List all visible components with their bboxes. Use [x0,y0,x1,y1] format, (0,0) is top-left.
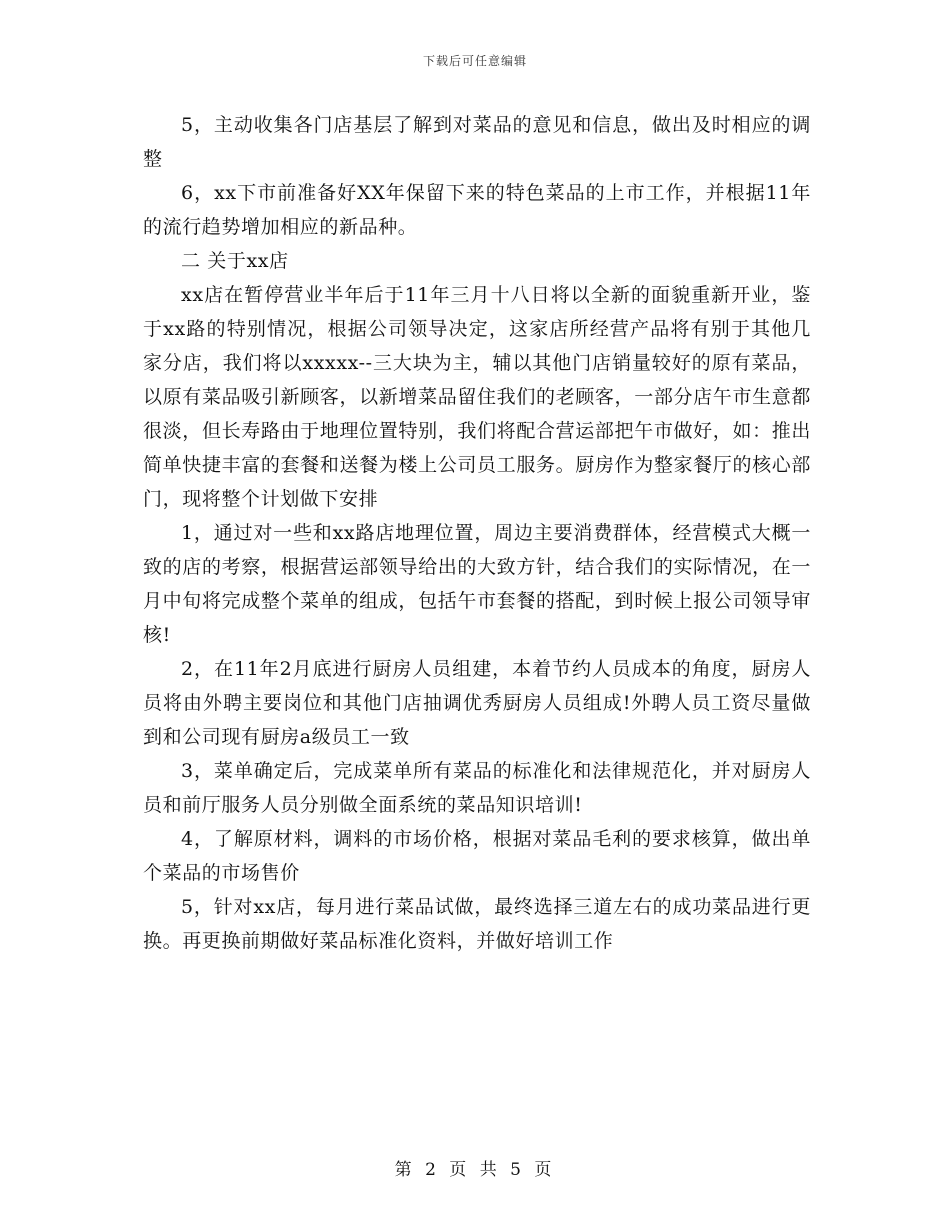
paragraph-8: 5，针对xx店，每月进行菜品试做，最终选择三道左右的成功菜品进行更换。再更换前期做好菜品标准化资料，并做好培训工作 [143,896,811,952]
paragraph-6: 3，菜单确定后，完成菜单所有菜品的标准化和法律规范化，并对厨房人员和前厅服务人员分别做全面系统的菜品知识培训! [143,760,811,816]
paragraph-3: xx店在暂停营业半年后于11年三月十八日将以全新的面貌重新开业，鉴于xx路的特别情况，根据公司领导决定，这家店所经营产品将有别于其他几家分店，我们将以xxxxx--三大块为主，辅以其他门店销量较好的原有菜品，以原有菜品吸引新顾客，以新增菜品留住我们的老顾客，一部分店午市生意都很淡，但长寿路由于地理位置特别，我们将配合营运部把午市做好，如：推出简单快捷丰富的套餐和送餐为楼上公司员工服务。厨房作为整家餐厅的核心部门，现将整个计划做下安排 [143,284,811,510]
paragraph-1: 5，主动收集各门店基层了解到对菜品的意见和信息，做出及时相应的调整 [143,114,811,170]
page-header: 下载后可任意编辑 [422,54,527,68]
paragraph-7: 4，了解原材料，调料的市场价格，根据对菜品毛利的要求核算，做出单个菜品的市场售价 [143,828,811,884]
document-body [143,108,811,958]
page-number: 第 2 页 共 5 页 [394,1160,556,1180]
paragraph-5: 2，在11年2月底进行厨房人员组建，本着节约人员成本的角度，厨房人员将由外聘主要岗位和其他门店抽调优秀厨房人员组成!外聘人员工资尽量做到和公司现有厨房a级员工一致 [143,658,811,748]
paragraph-4: 1，通过对一些和xx路店地理位置，周边主要消费群体，经营模式大概一致的店的考察，根据营运部领导给出的大致方针，结合我们的实际情况，在一月中旬将完成整个菜单的组成，包括午市套餐的搭配，到时候上报公司领导审核! [143,522,811,646]
section-heading: 二 关于xx店 [181,250,289,272]
paragraph-2: 6，xx下市前准备好XX年保留下来的特色菜品的上市工作，并根据11年的流行趋势增加相应的新品种。 [143,182,811,238]
